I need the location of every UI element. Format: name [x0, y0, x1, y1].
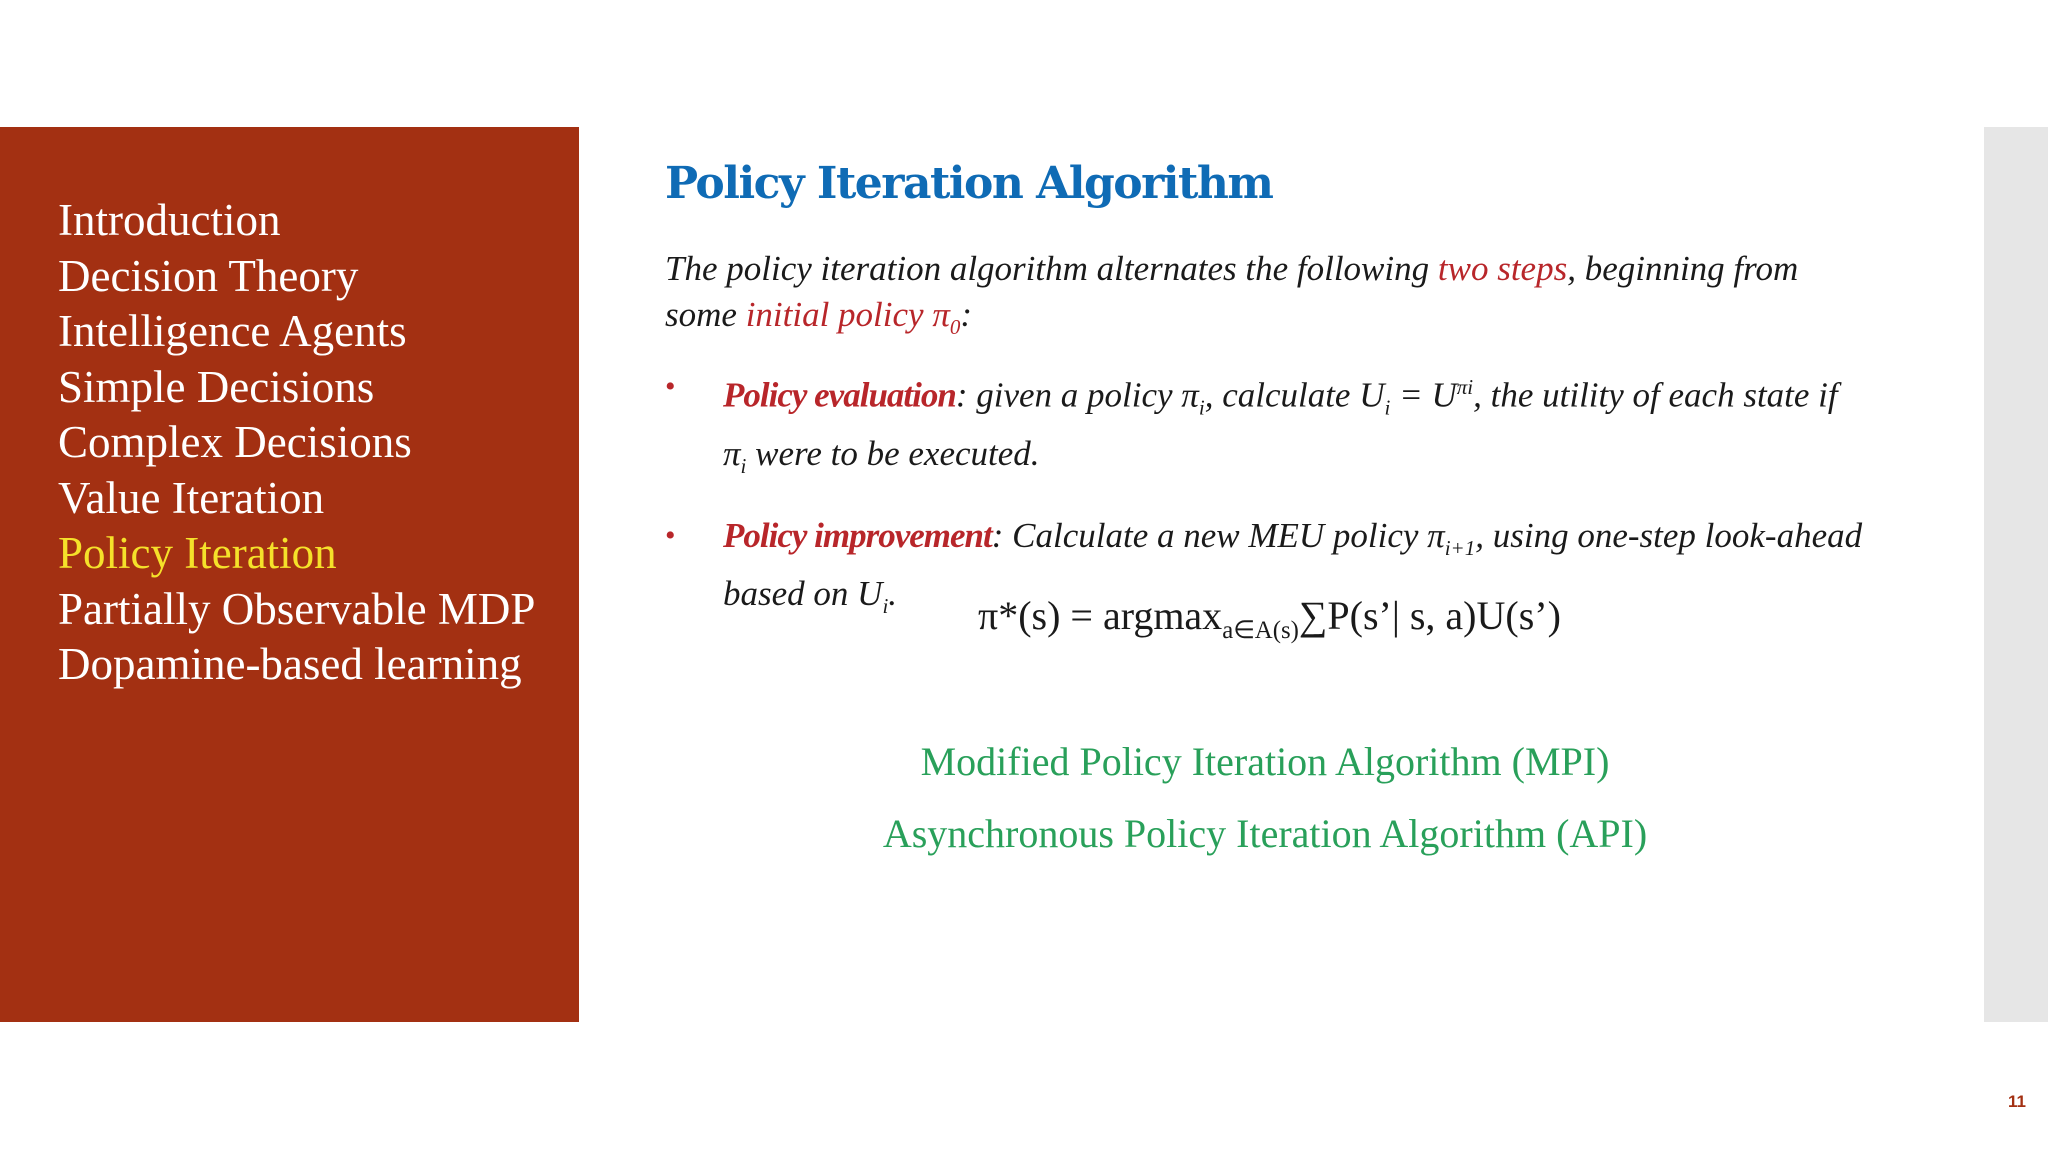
intro-highlight-initial-policy [745, 295, 961, 339]
bullet-text: : given a policy π [955, 375, 1199, 415]
intro-highlight-two-steps: two steps [1437, 249, 1568, 288]
bullet-text: , calculate U [1204, 375, 1385, 415]
nav-item-dopamine-based-learning[interactable]: Dopamine-based learning [58, 639, 522, 689]
subscript: i [1198, 395, 1205, 420]
nav-item-simple-decisions[interactable]: Simple Decisions [58, 361, 375, 412]
intro-paragraph [665, 246, 1865, 350]
policy-formula [978, 592, 1561, 645]
formula-lhs: π*(s) = argmax [978, 593, 1223, 638]
intro-text: , beginning from some [665, 249, 1799, 334]
bullet-term: Policy improvement [723, 515, 992, 555]
nav-item-policy-iteration[interactable]: Policy Iteration [58, 528, 337, 578]
bullet-policy-evaluation [665, 364, 1865, 489]
link-modified-policy-iteration[interactable]: Modified Policy Iteration Algorithm (MPI) [920, 739, 1610, 784]
bullet-text: were to be executed. [746, 433, 1040, 473]
right-edge-strip [1984, 127, 2048, 1022]
nav-item-decision-theory[interactable]: Decision Theory [58, 250, 359, 301]
bullet-marker-icon: • [665, 518, 676, 552]
bullet-text: : Calculate a new MEU policy π [991, 515, 1445, 555]
subscript: i [740, 453, 747, 478]
nav-item-value-iteration[interactable]: Value Iteration [58, 472, 325, 523]
intro-text: : [960, 295, 973, 334]
intro-text: The policy iteration algorithm alternates the following [665, 249, 1438, 288]
bullet-text: , the utility of each state if π [723, 375, 1838, 473]
section-navigation [58, 193, 535, 693]
bullet-marker-icon: • [665, 370, 676, 403]
slide-title: Policy Iteration Algorithm [665, 158, 1273, 209]
subscript: i [882, 593, 889, 618]
bullet-text: . [888, 573, 898, 613]
nav-item-partially-observable-mdp[interactable]: Partially Observable MDP [58, 583, 536, 634]
subscript: i [1384, 395, 1391, 420]
subscript: 0 [949, 315, 961, 339]
formula-rhs: ∑P(s’| s, a)U(s’) [1298, 593, 1561, 638]
superscript: πi [1456, 375, 1474, 399]
nav-item-intelligence-agents[interactable]: Intelligence Agents [58, 306, 407, 356]
nav-item-introduction[interactable]: Introduction [58, 195, 281, 245]
bullet-text: , using one-step look-ahead based on U [723, 515, 1863, 613]
bullet-term: Policy evaluation [723, 375, 956, 415]
page-number: 11 [2008, 1092, 2026, 1111]
bullet-text: = U [1390, 375, 1457, 415]
link-asynchronous-policy-iteration[interactable]: Asynchronous Policy Iteration Algorithm (API) [882, 811, 1648, 856]
subscript: i+1 [1444, 535, 1476, 560]
intro-highlight-initial-policy-text: initial policy π [745, 295, 950, 334]
nav-item-complex-decisions[interactable]: Complex Decisions [58, 417, 412, 467]
formula-subscript: a∈A(s) [1222, 617, 1299, 644]
